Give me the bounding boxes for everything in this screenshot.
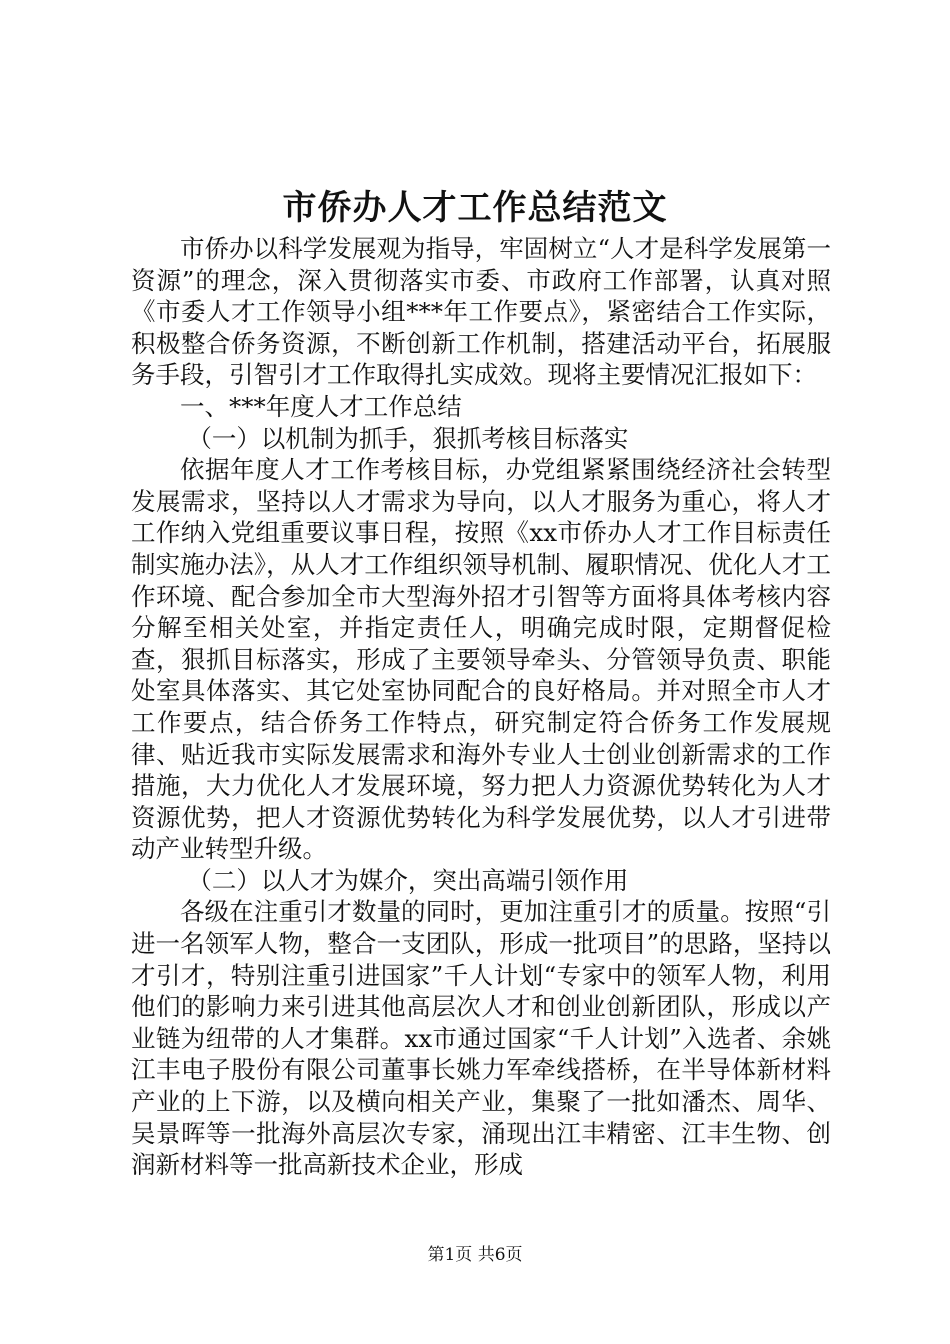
section-heading: 一、***年度人才工作总结 [180, 391, 462, 421]
paragraph-intro: 市侨办以科学发展观为指导，牢固树立“人才是科学发展第一资源”的理念，深入贯彻落实市委、市政府工作部署，认真对照《市委人才工作领导小组***年工作要点》，紧密结合工作实际，积极整合侨务资源，不断创新工作机制，搭建活动平台，拓展服务手段，引智引才工作取得扎实成效。现将主要情况汇报如下： [131, 234, 831, 390]
paragraph-talent: 各级在注重引才数量的同时，更加注重引才的质量。按照“引进一名领军人物，整合一支团队，形成一批项目”的思路，坚持以才引才，特别注重引进国家”千人计划“专家中的领军人物，利用他们的影响力来引进其他高层次人才和创业创新团队，形成以产业链为纽带的人才集群。xx市通过国家“千人计划”入选者、余姚江丰电子股份有限公司董事长姚力军牵线搭桥，在半导体新材料产业的上下游，以及横向相关产业，集聚了一批如潘杰、周华、吴景晖等一批海外高层次专家，涌现出江丰精密、江丰生物、创润新材料等一批高新技术企业，形成 [131, 897, 831, 1180]
document-title: 市侨办人才工作总结范文 [282, 188, 668, 228]
page-number-footer: 第1页 共6页 [427, 1245, 523, 1265]
subsection-heading-1: （一）以机制为抓手，狠抓考核目标落实 [187, 423, 629, 453]
subsection-heading-2: （二）以人才为媒介，突出高端引领作用 [187, 865, 629, 895]
paragraph-mechanism: 依据年度人才工作考核目标，办党组紧紧围绕经济社会转型发展需求，坚持以人才需求为导向，以人才服务为重心，将人才工作纳入党组重要议事日程，按照《xx市侨办人才工作目标责任制实施办法》，从人才工作组织领导机制、履职情况、优化人才工作环境、配合参加全市大型海外招才引智等方面将具体考核内容分解至相关处室，并指定责任人，明确完成时限，定期督促检查，狠抓目标落实，形成了主要领导牵头、分管领导负责、职能处室具体落实、其它处室协同配合的良好格局。并对照全市人才工作要点，结合侨务工作特点，研究制定符合侨务工作发展规律、贴近我市实际发展需求和海外专业人士创业创新需求的工作措施，大力优化人才发展环境，努力把人力资源优势转化为人才资源优势，把人才资源优势转化为科学发展优势，以人才引进带动产业转型升级。 [131, 455, 831, 864]
document-body [131, 233, 831, 1181]
